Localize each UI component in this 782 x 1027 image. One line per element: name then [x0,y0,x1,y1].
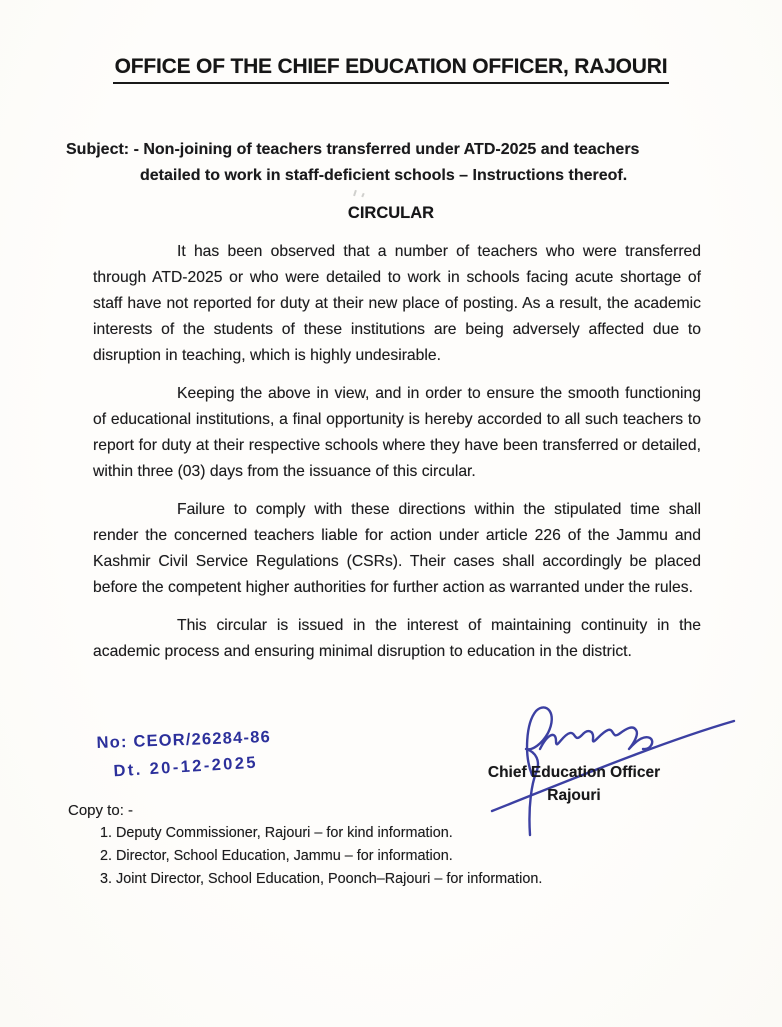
copy-to-list [100,822,628,891]
subject-label: Subject: - [66,141,139,158]
copy-to-item: 1. Deputy Commissioner, Rajouri – for kind information. [100,825,453,841]
reference-handwritten [96,724,272,784]
paragraph-1: It has been observed that a number of teachers who were transferred through ATD-2025 or who were detailed to work in schools facing acute shortage of staff have not reported for duty at their new place of posting. As a result, the academic interests of the students of these institutions are being adversely affected due to disruption in teaching, which is highly undesirable. [93,243,701,364]
office-title: OFFICE OF THE CHIEF EDUCATION OFFICER, RAJOURI [113,55,670,84]
paragraph-3: Failure to comply with these directions within the stipulated time shall render the concerned teachers liable for action under article 226 of the Jammu and Kashmir Civil Service Regulations (CSRs). Their cases shall accordingly be placed before the competent higher authorities for further action as warranted under the rules. [93,501,701,596]
document-heading: CIRCULAR [347,204,435,222]
copy-to-item: 3. Joint Director, School Education, Poonch–Rajouri – for information. [100,871,543,887]
paragraph-2: Keeping the above in view, and in order to ensure the smooth functioning of educational institutions, a final opportunity is hereby accorded to all such teachers to report for duty at their respective schools where they have been transferred or detailed, within three (03) days from the issuance of this circular. [93,385,701,480]
signature-scribble [540,727,652,749]
circular-body [93,239,701,677]
subject-block [66,137,686,189]
signatory-place: Rajouri [547,787,601,804]
copy-to-item: 2. Director, School Education, Jammu – for information. [100,848,453,864]
copy-to-block [68,799,628,891]
scan-artifact [352,190,368,200]
reference-date: Dt. 20-12-2025 [113,753,259,781]
letterhead [0,55,782,84]
signatory-title: Chief Education Officer [487,764,661,781]
subject-text-1: Non-joining of teachers transferred under ATD-2025 and teachers [143,141,640,158]
subject-line-2: detailed to work in staff-deficient schools – Instructions thereof. [140,167,628,184]
reference-number: No: CEOR/26284-86 [96,727,272,753]
subject-line-1 [66,137,686,163]
paragraph-4: This circular is issued in the interest of maintaining continuity in the academic process and ensuring minimal disruption to education in the district. [93,617,701,660]
copy-to-label: Copy to: - [68,802,134,819]
